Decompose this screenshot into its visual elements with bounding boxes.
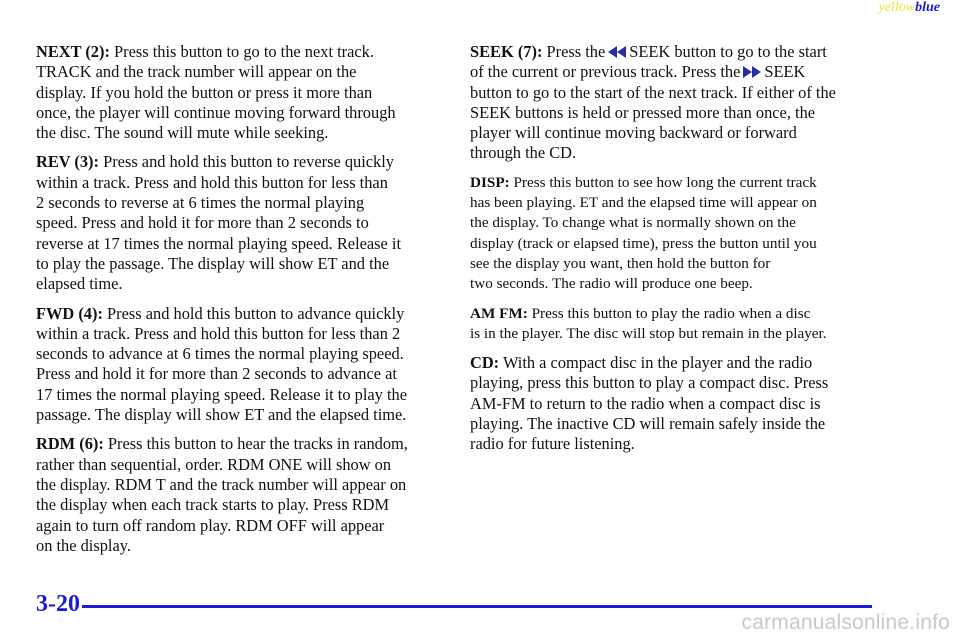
line: [470, 304, 882, 324]
line: [36, 434, 446, 454]
line-text: the display. RDM T and the track number will appear on: [36, 474, 407, 494]
seek-term: SEEK (7):: [470, 42, 543, 61]
right-column: [470, 42, 882, 464]
line: [36, 304, 446, 324]
line-text: the display. To change what is normally shown on the: [470, 214, 796, 232]
line: [36, 152, 446, 172]
footer-rule: [82, 605, 872, 608]
next-term: NEXT (2):: [36, 42, 110, 61]
line-text: Press this button to go to the next track.: [114, 42, 374, 61]
rev-term: REV (3):: [36, 152, 99, 172]
line-text: elapsed time.: [36, 274, 123, 294]
line-text: two seconds. The radio will produce one beep.: [470, 275, 753, 293]
line-text: Press the: [546, 42, 606, 61]
line-text: Press and hold it for more than 2 seconds to advance at: [36, 364, 397, 384]
left-column: [36, 42, 446, 565]
line-text: SEEK button to go to the start: [629, 42, 827, 61]
page-number: 3-20: [36, 591, 80, 617]
line-text: button to go to the start of the next track. If either of the: [470, 82, 836, 102]
amfm-term: AM FM:: [470, 304, 528, 322]
cd-paragraph: [470, 353, 882, 454]
line-text: playing, press this button to play a compact disc. Press: [470, 373, 829, 393]
line-text: TRACK and the track number will appear on the: [36, 62, 357, 82]
color-tag: [879, 0, 940, 16]
line-text: With a compact disc in the player and the radio: [502, 353, 813, 373]
watermark: carmanualsonline.info: [741, 611, 950, 634]
line-text: reverse at 17 times the normal playing speed. Release it: [36, 233, 402, 253]
line-text: on the display.: [36, 535, 131, 555]
line-text: display (track or elapsed time), press the button until you: [470, 234, 817, 252]
line-text: 2 seconds to reverse at 6 times the normal playing: [36, 193, 365, 213]
line-text: the disc. The sound will mute while seeking.: [36, 123, 329, 143]
line-text: the display when each track starts to play. Press RDM: [36, 495, 390, 515]
line-text: of the current or previous track. Press the: [470, 62, 741, 82]
fwd-paragraph: [36, 304, 446, 426]
line-text: display. If you hold the button or press it more than: [36, 82, 373, 102]
line-text: within a track. Press and hold this button for less than: [36, 172, 388, 192]
tag-yellow: yellow: [878, 0, 916, 15]
line-text: see the display you want, then hold the button for: [470, 254, 771, 272]
line-text: 17 times the normal playing speed. Release it to play the: [36, 384, 407, 404]
fwd-term: FWD (4):: [36, 303, 103, 323]
line-text: SEEK buttons is held or pressed more than once, the: [470, 102, 816, 122]
line-text: Press this button to hear the tracks in random,: [107, 434, 408, 454]
line-text: radio for future listening.: [470, 434, 635, 454]
seek-back-icon: [608, 42, 626, 62]
line-text: through the CD.: [470, 143, 577, 163]
tag-blue: blue: [915, 0, 940, 15]
line-text: playing. The inactive CD will remain safely inside the: [470, 414, 826, 434]
amfm-paragraph: [470, 304, 882, 345]
disp-paragraph: [470, 173, 882, 295]
seek-paragraph: [470, 42, 882, 164]
line-text: once, the player will continue moving forward through: [36, 102, 396, 122]
line-text: speed. Press and hold it for more than 2 seconds to: [36, 213, 369, 233]
line-text: Press and hold this button to reverse quickly: [103, 152, 394, 172]
line-text: Press and hold this button to advance quickly: [107, 303, 405, 323]
seek-forward-icon: [743, 62, 761, 82]
line-text: rather than sequential, order. RDM ONE will show on: [36, 454, 392, 474]
line-text: within a track. Press and hold this button for less than 2: [36, 323, 401, 343]
rev-paragraph: [36, 152, 446, 294]
line-text: seconds to advance at 6 times the normal playing speed.: [36, 344, 404, 364]
line: [470, 62, 882, 82]
line: [36, 42, 446, 62]
rdm-paragraph: [36, 434, 446, 556]
disp-term: DISP:: [470, 173, 510, 191]
line-text: passage. The display will show ET and the elapsed time.: [36, 405, 407, 425]
line-text: AM-FM to return to the radio when a compact disc is: [470, 393, 821, 413]
line: [470, 42, 882, 62]
line-text: again to turn off random play. RDM OFF will appear: [36, 515, 385, 535]
line: [470, 353, 882, 373]
cd-term: CD:: [470, 353, 500, 373]
rdm-term: RDM (6):: [36, 434, 104, 454]
next-paragraph: [36, 42, 446, 143]
line: [470, 173, 882, 193]
line-text: player will continue moving backward or forward: [470, 123, 797, 143]
line-text: is in the player. The disc will stop but remain in the player.: [470, 324, 827, 342]
line-text: to play the passage. The display will show ET and the: [36, 253, 390, 273]
line-text: Press this button to play the radio when a disc: [531, 304, 811, 322]
line-text: has been playing. ET and the elapsed time will appear on: [470, 194, 817, 212]
line-text: Press this button to see how long the current track: [513, 173, 817, 191]
line-text: SEEK: [764, 62, 806, 82]
